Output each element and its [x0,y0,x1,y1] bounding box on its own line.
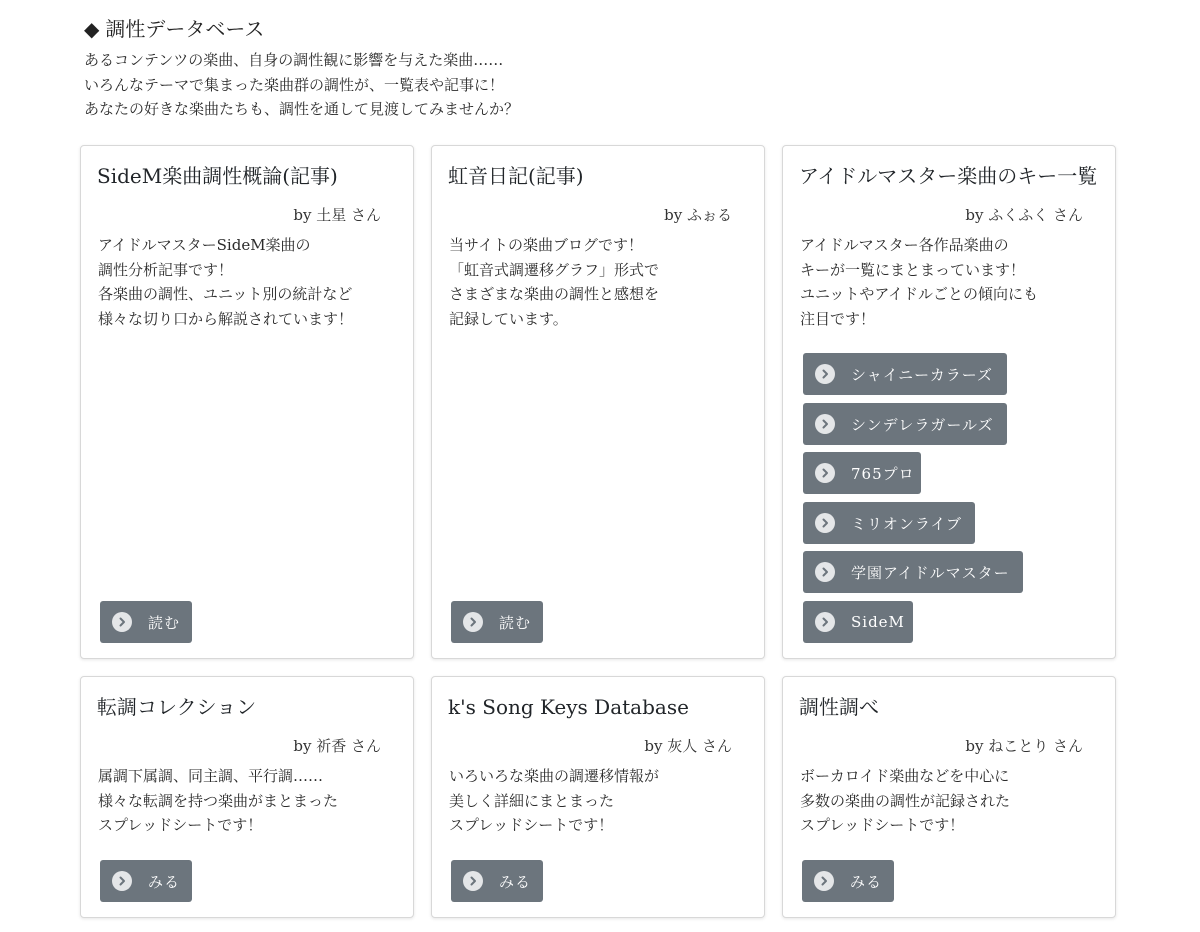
section-title [84,14,519,44]
sidem-button[interactable] [803,601,913,643]
chevron-right-circle-icon [814,871,834,891]
read-button[interactable] [451,601,543,643]
view-button[interactable] [100,860,192,902]
card-ks-song-keys [431,676,765,918]
chevron-right-circle-icon [463,612,483,632]
card-description: ボーカロイド楽曲などを中心に 多数の楽曲の調性が記録された スプレッドシートです！ [800,767,1011,834]
chevron-right-circle-icon [815,364,835,384]
card-author: by ふくふく さん [965,206,1083,224]
button-label: 765プロ [851,464,915,483]
card-author: by 灰人 さん [644,737,732,755]
chevron-right-circle-icon [463,871,483,891]
intro-line: あるコンテンツの楽曲、自身の調性観に影響を与えた楽曲…… [84,51,504,69]
chevron-right-circle-icon [815,463,835,483]
chevron-right-circle-icon [815,612,835,632]
button-label: シンデレラガールズ [851,415,994,434]
card-description: いろいろな楽曲の調遷移情報が 美しく詳細にまとまった スプレッドシートです！ [449,767,660,834]
card-title: 転調コレクション [97,695,257,719]
card-modulation-collection [80,676,414,918]
button-label: 読む [499,613,532,632]
million-live-button[interactable] [803,502,975,544]
diamond-icon: ◆ [84,17,100,41]
card-author: by ふぉる [664,206,732,224]
read-button[interactable] [100,601,192,643]
card-nijion-diary [431,145,765,659]
card-description: 当サイトの楽曲ブログです！ 「虹音式調遷移グラフ」形式で さまざまな楽曲の調性と感想を 記録しています。 [449,236,660,328]
shinycolors-button[interactable] [803,353,1007,395]
intro-line: あなたの好きな楽曲たちも、調性を通して見渡してみませんか？ [84,100,520,118]
card-title: SideM楽曲調性概論(記事) [97,164,338,188]
view-button[interactable] [802,860,894,902]
intro-line: いろんなテーマで集まった楽曲群の調性が、一覧表や記事に！ [84,75,505,94]
chevron-right-circle-icon [112,871,132,891]
card-author: by ねことり さん [965,737,1083,755]
intro-text [84,48,519,122]
card-title: 調性調べ [799,695,879,719]
button-label: みる [850,872,883,891]
card-description: アイドルマスター各作品楽曲の キーが一覧にまとまっています！ ユニットやアイドルごとの傾向にも 注目です！ [800,236,1039,328]
card-description: アイドルマスターSideM楽曲の 調性分析記事です！ 各楽曲の調性、ユニット別の統計など 様々な切り口から解説されています！ [98,236,354,328]
card-key-survey [782,676,1116,918]
section-title-text: 調性データベース [105,17,265,41]
card-title: k's Song Keys Database [448,695,689,719]
gakuen-idolmaster-button[interactable] [803,551,1023,593]
card-author: by 祈香 さん [293,737,381,755]
card-title: 虹音日記(記事) [448,164,584,188]
button-label: 学園アイドルマスター [851,563,1010,582]
card-title: アイドルマスター楽曲のキー一覧 [799,164,1098,188]
button-label: みる [148,872,181,891]
card-sidem-article [80,145,414,659]
button-label: ミリオンライブ [851,514,962,533]
button-label: シャイニーカラーズ [851,365,994,384]
cinderella-girls-button[interactable] [803,403,1007,445]
button-label: みる [499,872,532,891]
chevron-right-circle-icon [815,562,835,582]
button-label: SideM [851,613,905,631]
database-header [84,14,519,122]
button-label: 読む [148,613,181,632]
chevron-right-circle-icon [815,513,835,533]
card-idolmaster-keys [782,145,1116,659]
chevron-right-circle-icon [815,414,835,434]
765pro-button[interactable] [803,452,921,494]
view-button[interactable] [451,860,543,902]
chevron-right-circle-icon [112,612,132,632]
card-author: by 土星 さん [293,206,381,224]
card-description: 属調下属調、同主調、平行調…… 様々な転調を持つ楽曲がまとまった スプレッドシートです！ [98,767,339,834]
